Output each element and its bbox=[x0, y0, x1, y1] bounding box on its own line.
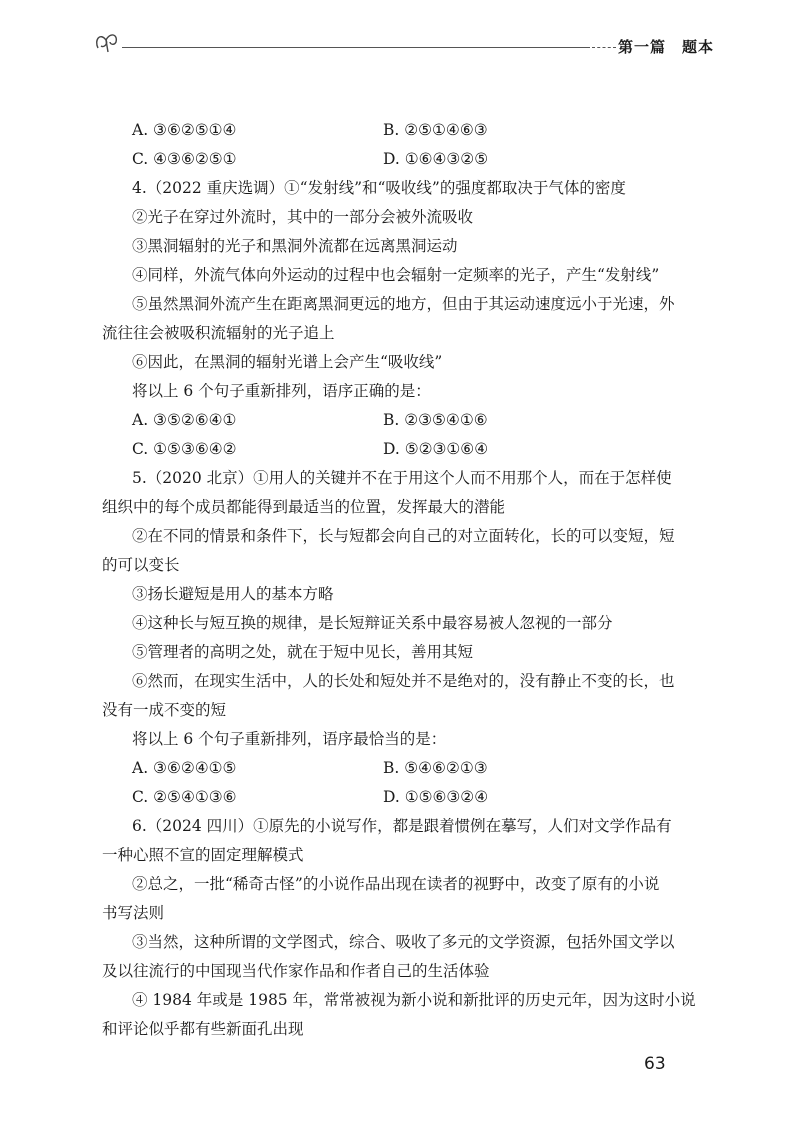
q4-line-2: ②光子在穿过外流时，其中的一部分会被外流吸收 bbox=[132, 208, 474, 226]
running-header bbox=[92, 26, 715, 62]
q4-line-7: ⑥因此，在黑洞的辐射光谱上会产生“吸收线” bbox=[132, 353, 443, 371]
q4-line-6: 流往往会被吸积流辐射的光子追上 bbox=[102, 324, 335, 342]
q4-prompt: 将以上 6 个句子重新排列，语序正确的是： bbox=[132, 382, 431, 400]
q5-line-9: 没有一成不变的短 bbox=[102, 701, 227, 719]
q4-line-4: ④同样，外流气体向外运动的过程中也会辐射一定频率的光子，产生“发射线” bbox=[132, 266, 660, 284]
q5-line-3: ②在不同的情景和条件下，长与短都会向自己的对立面转化，长的可以变短，短 bbox=[132, 527, 675, 545]
q6-line-2: 一种心照不宣的固定理解模式 bbox=[102, 846, 304, 864]
q4-option-b: B. ②③⑤④①⑥ bbox=[383, 411, 488, 429]
q5-option-a: A. ③⑥②④①⑤ bbox=[132, 759, 237, 777]
prev-option-c: C. ④③⑥②⑤① bbox=[132, 150, 237, 168]
q5-option-c: C. ②⑤④①③⑥ bbox=[132, 788, 237, 806]
q6-line-3: ②总之，一批“稀奇古怪”的小说作品出现在读者的视野中，改变了原有的小说 bbox=[132, 875, 660, 893]
header-rule bbox=[122, 47, 590, 48]
q5-line-6: ④这种长与短互换的规律，是长短辩证关系中最容易被人忽视的一部分 bbox=[132, 614, 613, 632]
q4-line-1: 4.（2022 重庆选调）①“发射线”和“吸收线”的强度都取决于气体的密度 bbox=[132, 179, 626, 197]
q6-line-4: 书写法则 bbox=[102, 904, 165, 922]
q5-option-b: B. ⑤④⑥②①③ bbox=[383, 759, 488, 777]
prev-option-a: A. ③⑥②⑤①④ bbox=[132, 121, 237, 139]
section-title: 第一篇 题本 bbox=[618, 38, 715, 56]
q5-line-1: 5.（2020 北京）①用人的关键并不在于用这个人而不用那个人，而在于怎样使 bbox=[132, 469, 672, 487]
q6-line-8: 和评论似乎都有些新面孔出现 bbox=[102, 1020, 304, 1038]
q4-line-3: ③黑洞辐射的光子和黑洞外流都在远离黑洞运动 bbox=[132, 237, 458, 255]
q6-line-5: ③当然，这种所谓的文学图式，综合、吸收了多元的文学资源，包括外国文学以 bbox=[132, 933, 675, 951]
q5-line-8: ⑥然而，在现实生活中，人的长处和短处并不是绝对的，没有静止不变的长，也 bbox=[132, 672, 675, 690]
prev-option-d: D. ①⑥④③②⑤ bbox=[383, 150, 489, 168]
q4-line-5: ⑤虽然黑洞外流产生在距离黑洞更远的地方，但由于其运动速度远小于光速，外 bbox=[132, 295, 675, 313]
q4-option-a: A. ③⑤②⑥④① bbox=[132, 411, 237, 429]
q4-option-c: C. ①⑤③⑥④② bbox=[132, 440, 237, 458]
q4-option-d: D. ⑤②③①⑥④ bbox=[383, 440, 489, 458]
q6-line-1: 6.（2024 四川）①原先的小说写作，都是跟着惯例在摹写，人们对文学作品有 bbox=[132, 817, 672, 835]
q6-line-7: ④ 1984 年或是 1985 年，常常被视为新小说和新批评的历史元年，因为这时小说 bbox=[132, 991, 696, 1009]
q5-line-4: 的可以变长 bbox=[102, 556, 180, 574]
q5-line-2: 组织中的每个成员都能得到最适当的位置，发挥最大的潜能 bbox=[102, 498, 506, 516]
q6-line-6: 及以往流行的中国现当代作家作品和作者自己的生活体验 bbox=[102, 962, 490, 980]
header-dash bbox=[592, 47, 616, 48]
q5-option-d: D. ①⑤⑥③②④ bbox=[383, 788, 489, 806]
sprout-icon bbox=[92, 26, 122, 56]
q5-line-7: ⑤管理者的高明之处，就在于短中见长，善用其短 bbox=[132, 643, 474, 661]
prev-option-b: B. ②⑤①④⑥③ bbox=[383, 121, 488, 139]
q5-line-5: ③扬长避短是用人的基本方略 bbox=[132, 585, 334, 603]
page-number: 63 bbox=[644, 1054, 666, 1074]
q5-prompt: 将以上 6 个句子重新排列，语序最恰当的是： bbox=[132, 730, 447, 748]
